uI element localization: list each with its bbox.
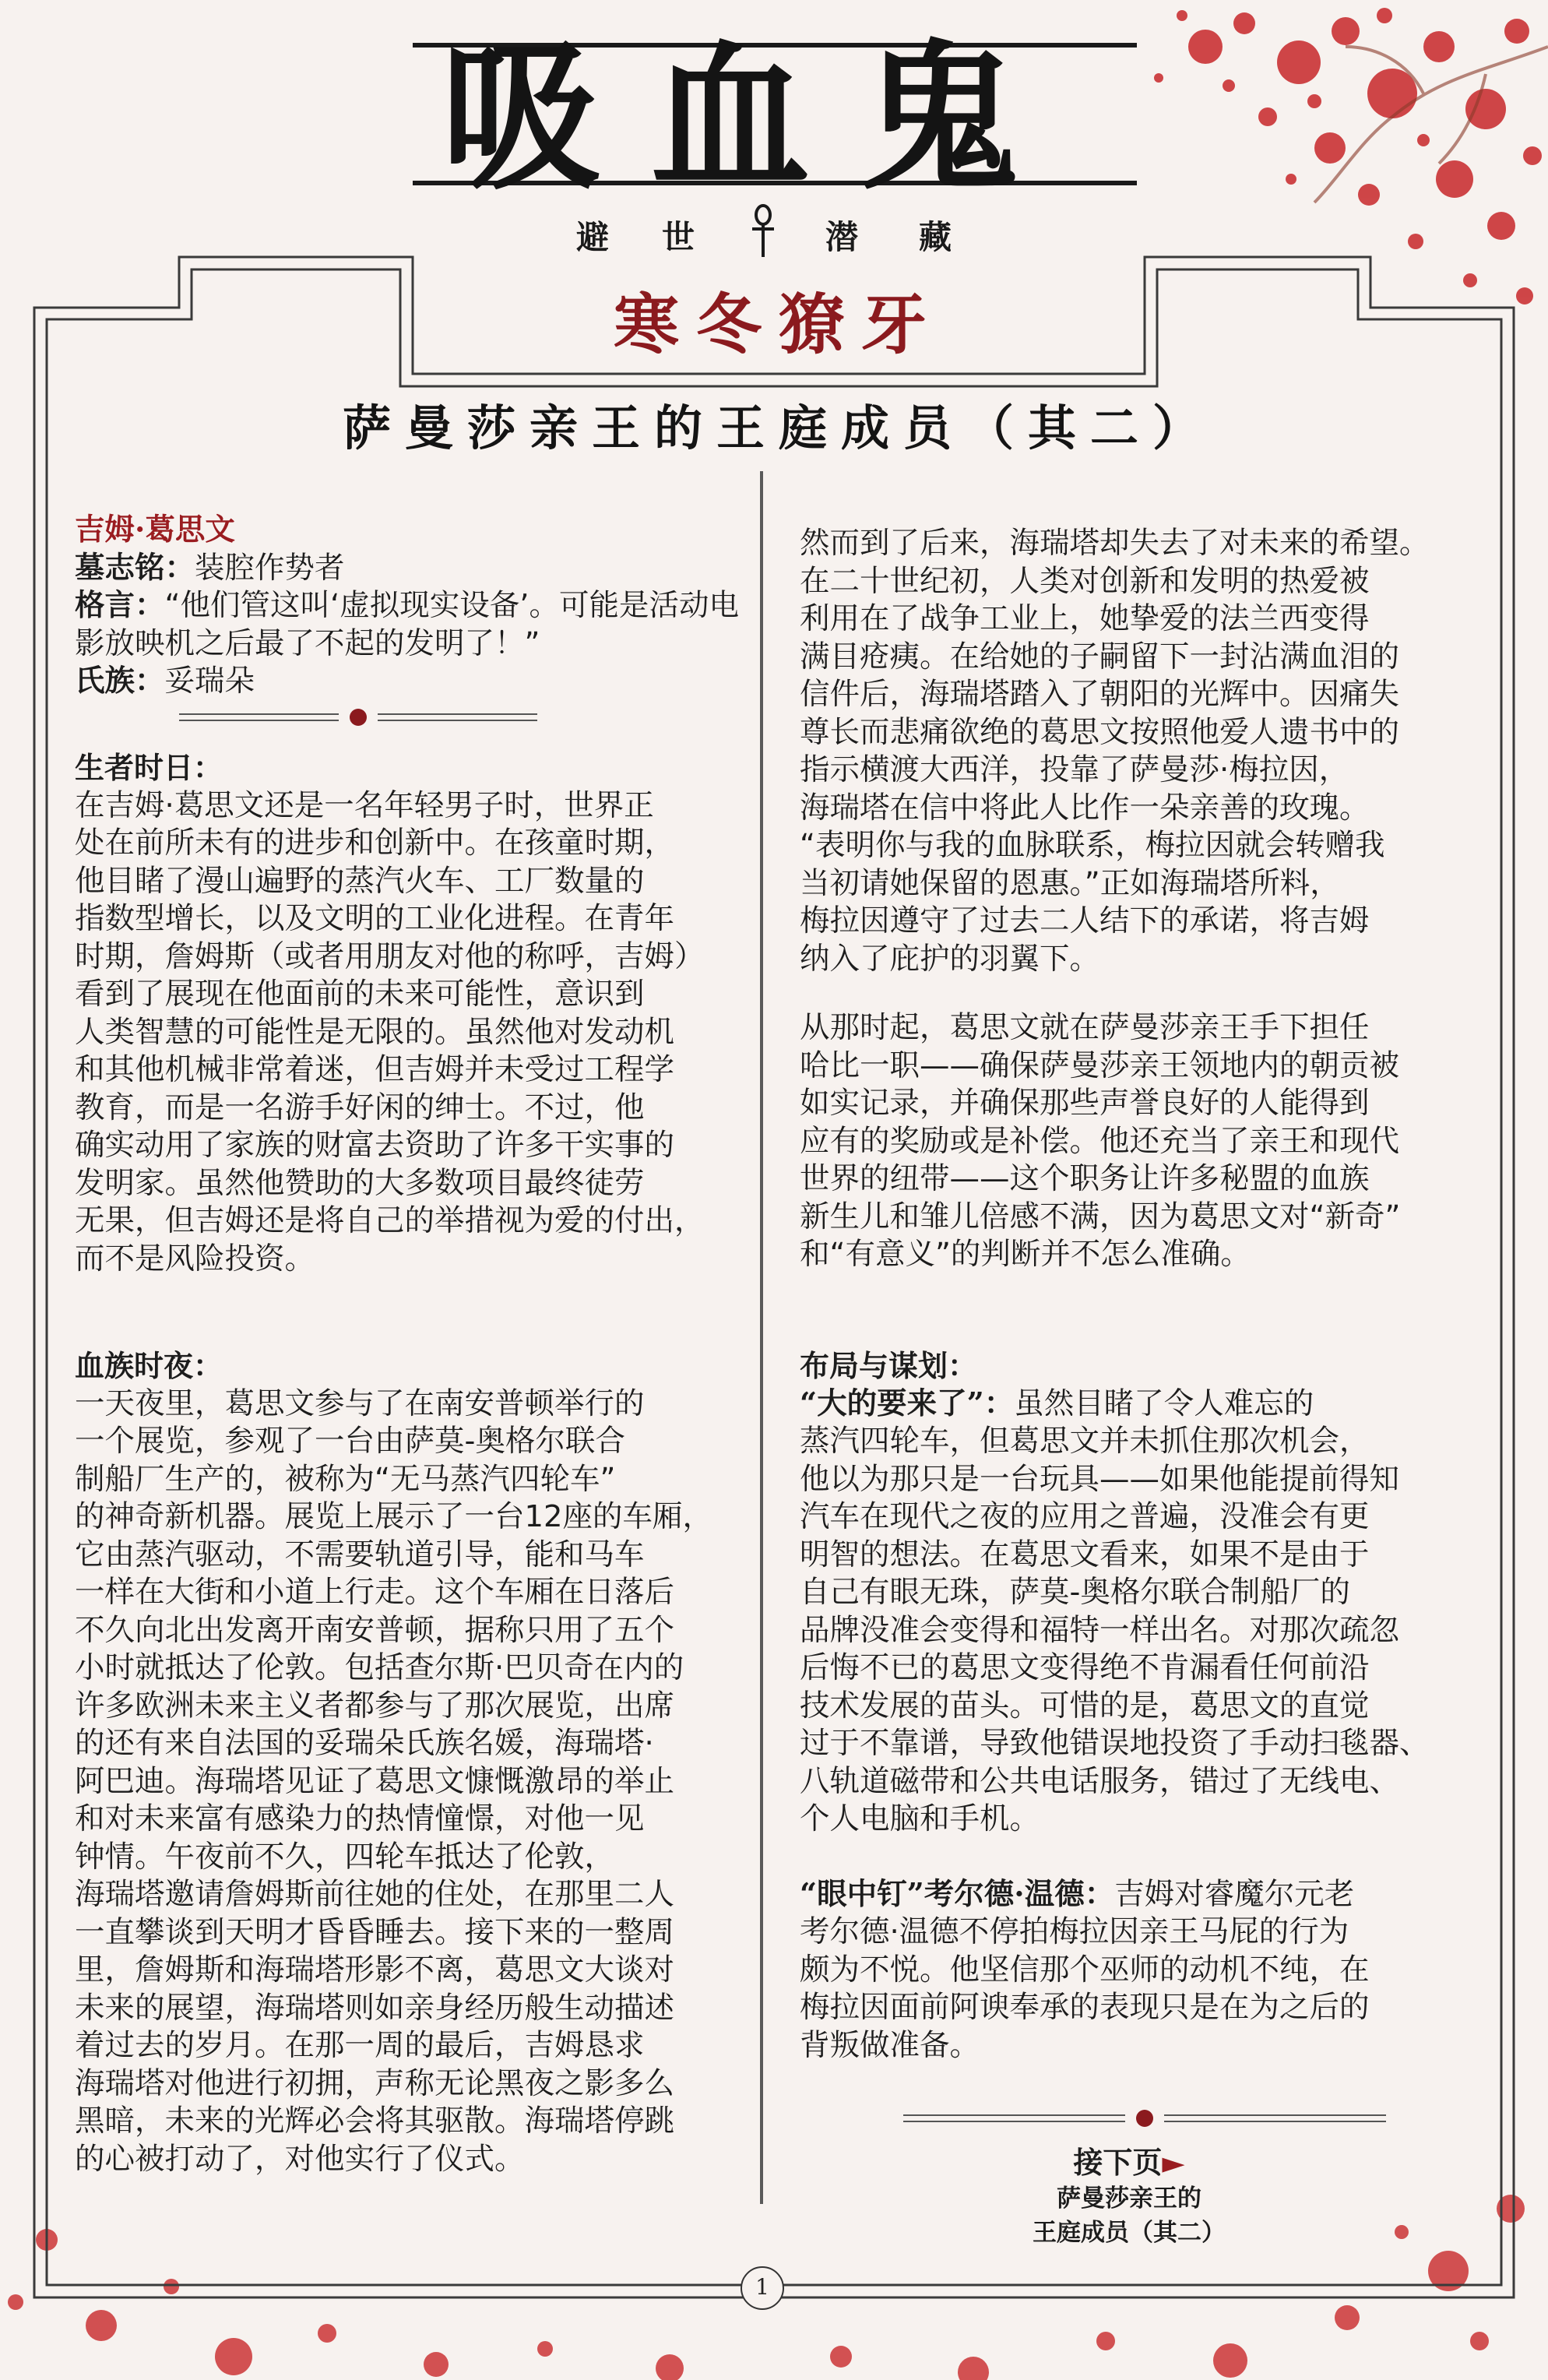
ornament-divider-right bbox=[903, 2107, 1386, 2130]
continued-line: 信件后，海瑞塔踏入了朝阳的光辉中。因痛失 bbox=[800, 677, 1400, 712]
next-page-label: 接下页 bbox=[1073, 2145, 1163, 2180]
continued-line: “表明你与我的血脉联系，梅拉因就会转赠我 bbox=[800, 828, 1385, 863]
quote-label: 格言： bbox=[75, 588, 165, 623]
kindred-nights-line: 着过去的岁月。在那一周的最后，吉姆恳求 bbox=[75, 2028, 645, 2063]
continued-line: 当初请她保留的恩惠。”正如海瑞塔所料， bbox=[800, 865, 1340, 901]
harpy-line: 从那时起，葛思文就在萨曼莎亲王手下担任 bbox=[800, 1010, 1370, 1045]
continued-line: 指示横渡大西洋，投靠了萨曼莎·梅拉因， bbox=[800, 752, 1349, 787]
mortal-days-line: 在吉姆·葛思文还是一名年轻男子时，世界正 bbox=[75, 787, 654, 823]
harpy-line: 新生儿和雏儿倍感不满，因为葛思文对“新奇” bbox=[800, 1199, 1401, 1234]
edition-title: 寒冬獠牙 bbox=[613, 286, 944, 363]
mortal-days-line: 确实动用了家族的财富去资助了许多干实事的 bbox=[75, 1128, 675, 1163]
continued-line: 然而到了后来，海瑞塔却失去了对未来的希望。 bbox=[800, 526, 1430, 561]
kindred-nights-line: 不久向北出发离开南安普顿，据称只用了五个 bbox=[75, 1612, 675, 1648]
kindred-nights-line: 它由蒸汽驱动，不需要轨道引导，能和马车 bbox=[75, 1537, 645, 1572]
kindred-nights-line: 海瑞塔对他进行初拥，声称无论黑夜之影多么 bbox=[75, 2065, 675, 2101]
subtitle-char-3: 潜 bbox=[825, 218, 859, 256]
harpy-line: 和“有意义”的判断并不怎么准确。 bbox=[800, 1237, 1251, 1272]
plot1-line: 个人电脑和手机。 bbox=[800, 1801, 1040, 1836]
kindred-nights-line: 一样在大街和小道上行走。这个车厢在日落后 bbox=[75, 1575, 675, 1610]
kindred-nights-line: 阿巴迪。海瑞塔见证了葛思文慷慨激昂的举止 bbox=[75, 1763, 675, 1799]
epitaph-value: 装腔作势者 bbox=[195, 550, 345, 586]
kindred-nights-line: 和对未来富有感染力的热情憧憬，对他一见 bbox=[75, 1801, 645, 1836]
plot2-line: 颇为不悦。他坚信那个巫师的动机不纯，在 bbox=[800, 1952, 1370, 1987]
plot2-label: “眼中钉”考尔德·温德： bbox=[800, 1876, 1115, 1912]
mortal-days-line: 指数型增长，以及文明的工业化进程。在青年 bbox=[75, 901, 675, 936]
harpy-line: 世界的纽带——这个职务让许多秘盟的血族 bbox=[800, 1161, 1370, 1196]
harpy-section bbox=[800, 1009, 1501, 1274]
plot1-label: “大的要来了”： bbox=[800, 1385, 1015, 1421]
mortal-days-line: 人类智慧的可能性是无限的。虽然他对发动机 bbox=[75, 1014, 675, 1050]
continued-line: 利用在了战争工业上，她挚爱的法兰西变得 bbox=[800, 601, 1370, 636]
page-heading: 萨曼莎亲王的王庭成员（其二） bbox=[342, 400, 1215, 456]
subtitle-char-4: 藏 bbox=[919, 218, 952, 256]
epitaph-label: 墓志铭： bbox=[75, 550, 195, 586]
kindred-nights-line: 里，詹姆斯和海瑞塔形影不离，葛思文大谈对 bbox=[75, 1952, 675, 1987]
kindred-nights-line: 一个展览，参观了一台由萨莫-奥格尔联合 bbox=[75, 1424, 625, 1459]
plot1-line: 虽然目睹了令人难忘的 bbox=[1014, 1385, 1314, 1421]
next-page-line1: 萨曼莎亲王的 bbox=[1057, 2185, 1201, 2213]
kindred-nights-line: 海瑞塔邀请詹姆斯前往她的住处，在那里二人 bbox=[75, 1877, 675, 1912]
plots-heading: 布局与谋划： bbox=[800, 1348, 978, 1383]
mortal-days-line: 发明家。虽然他赞助的大多数项目最终徒劳 bbox=[75, 1165, 645, 1201]
plot1-line: 他以为那只是一台玩具——如果他能提前得知 bbox=[800, 1461, 1400, 1497]
mortal-days-line: 和其他机械非常着迷，但吉姆并未受过工程学 bbox=[75, 1052, 675, 1087]
plot1-line: 后悔不已的葛思文变得绝不肯漏看任何前沿 bbox=[800, 1650, 1370, 1685]
next-page-line2: 王庭成员（其二） bbox=[1033, 2219, 1226, 2247]
kindred-nights-line: 的还有来自法国的妥瑞朵氏族名媛，海瑞塔· bbox=[75, 1726, 654, 1761]
left-column bbox=[75, 512, 752, 701]
plot2-line: 梅拉因面前阿谀奉承的表现只是在为之后的 bbox=[800, 1990, 1370, 2025]
kindred-nights-line: 的神奇新机器。展览上展示了一台12座的车厢， bbox=[75, 1499, 712, 1534]
arrow-right-icon: ► bbox=[1162, 2145, 1185, 2180]
kindred-nights-line: 的心被打动了，对他实行了仪式。 bbox=[75, 2141, 525, 2177]
continued-line: 在二十世纪初，人类对创新和发明的热爱被 bbox=[800, 563, 1370, 599]
continued-line: 梅拉因遵守了过去二人结下的承诺，将吉姆 bbox=[800, 903, 1370, 938]
continued-section bbox=[800, 525, 1501, 978]
book-title: 吸血鬼 bbox=[441, 25, 1070, 212]
plot1-line: 八轨道磁带和公共电话服务，错过了无线电、 bbox=[800, 1763, 1400, 1799]
plot2-line: 吉姆对睿魔尔元老 bbox=[1114, 1876, 1355, 1912]
title-block bbox=[0, 0, 1548, 405]
clan-label: 氏族： bbox=[75, 664, 165, 699]
character-name: 吉姆·葛思文 bbox=[75, 512, 235, 547]
mortal-days-heading: 生者时日： bbox=[75, 750, 223, 785]
mortal-days-line: 处在前所未有的进步和创新中。在孩童时期， bbox=[75, 826, 675, 861]
harpy-line: 哈比一职——确保萨曼莎亲王领地内的朝贡被 bbox=[800, 1047, 1400, 1083]
mortal-days-line: 时期，詹姆斯（或者用朋友对他的称呼，吉姆） bbox=[75, 938, 705, 974]
ornament-divider-left bbox=[179, 706, 537, 729]
plot1-line: 汽车在现代之夜的应用之普遍，没准会有更 bbox=[800, 1499, 1370, 1534]
plot1-line: 技术发展的苗头。可惜的是，葛思文的直觉 bbox=[800, 1688, 1370, 1723]
mortal-days-line: 而不是风险投资。 bbox=[75, 1241, 315, 1276]
plot1-line: 自己有眼无珠，萨莫-奥格尔联合制船厂的 bbox=[800, 1575, 1350, 1610]
kindred-nights-line: 未来的展望，海瑞塔则如亲身经历般生动描述 bbox=[75, 1990, 675, 2026]
harpy-line: 应有的奖励或是补偿。他还充当了亲王和现代 bbox=[800, 1123, 1400, 1159]
plot1-line: 蒸汽四轮车，但葛思文并未抓住那次机会， bbox=[800, 1424, 1370, 1459]
mortal-days-section bbox=[75, 749, 752, 1278]
kindred-nights-line: 一直攀谈到天明才昏昏睡去。接下来的一整周 bbox=[75, 1914, 675, 1950]
next-page-link[interactable] bbox=[989, 2144, 1269, 2250]
kindred-nights-line: 许多欧洲未来主义者都参与了那次展览，出席 bbox=[75, 1688, 675, 1723]
plot1-line: 品牌没准会变得和福特一样出名。对那次疏忽 bbox=[800, 1612, 1400, 1648]
plot2-line: 背叛做准备。 bbox=[800, 2027, 980, 2063]
ankh-icon bbox=[748, 204, 779, 259]
mortal-days-line: 教育，而是一名游手好闲的绅士。不过，他 bbox=[75, 1090, 645, 1125]
continued-line: 海瑞塔在信中将此人比作一朵亲善的玫瑰。 bbox=[800, 790, 1370, 826]
kindred-nights-line: 制船厂生产的，被称为“无马蒸汽四轮车” bbox=[75, 1461, 616, 1497]
plots-section bbox=[800, 1347, 1501, 2065]
mortal-days-line: 看到了展现在他面前的未来可能性，意识到 bbox=[75, 977, 645, 1012]
plot1-line: 明智的想法。在葛思文看来，如果不是由于 bbox=[800, 1537, 1370, 1572]
page-number: 1 bbox=[741, 2266, 784, 2310]
continued-line: 尊长而悲痛欲绝的葛思文按照他爱人遗书中的 bbox=[800, 714, 1400, 750]
harpy-line: 如实记录，并确保那些声誉良好的人能得到 bbox=[800, 1086, 1370, 1121]
kindred-nights-heading: 血族时夜： bbox=[75, 1348, 223, 1383]
kindred-nights-line: 小时就抵达了伦敦。包括查尔斯·巴贝奇在内的 bbox=[75, 1650, 684, 1685]
subtitle-char-2: 世 bbox=[662, 218, 695, 256]
quote-block bbox=[75, 587, 752, 663]
plot2-line: 考尔德·温德不停拍梅拉因亲王马屁的行为 bbox=[800, 1914, 1349, 1949]
mortal-days-line: 他目睹了漫山遍野的蒸汽火车、工厂数量的 bbox=[75, 863, 645, 899]
column-divider bbox=[760, 471, 763, 2204]
plot1-line: 过于不靠谱，导致他错误地投资了手动扫毯器、 bbox=[800, 1726, 1430, 1761]
kindred-nights-line: 钟情。午夜前不久，四轮车抵达了伦敦， bbox=[75, 1839, 615, 1875]
continued-line: 纳入了庇护的羽翼下。 bbox=[800, 941, 1100, 977]
mortal-days-line: 无果，但吉姆还是将自己的举措视为爱的付出， bbox=[75, 1203, 705, 1238]
kindred-nights-line: 一天夜里，葛思文参与了在南安普顿举行的 bbox=[75, 1385, 645, 1421]
continued-line: 满目疮痍。在给她的子嗣留下一封沾满血泪的 bbox=[800, 639, 1400, 674]
kindred-nights-section bbox=[75, 1347, 752, 2178]
kindred-nights-line: 黑暗，未来的光辉必会将其驱散。海瑞塔停跳 bbox=[75, 2104, 675, 2139]
subtitle-char-1: 避 bbox=[576, 218, 610, 256]
quote-value: “他们管这叫‘虚拟现实设备’。可能是活动电影放映机之后最了不起的发明了！” bbox=[75, 588, 739, 661]
clan-value: 妥瑞朵 bbox=[164, 664, 255, 699]
